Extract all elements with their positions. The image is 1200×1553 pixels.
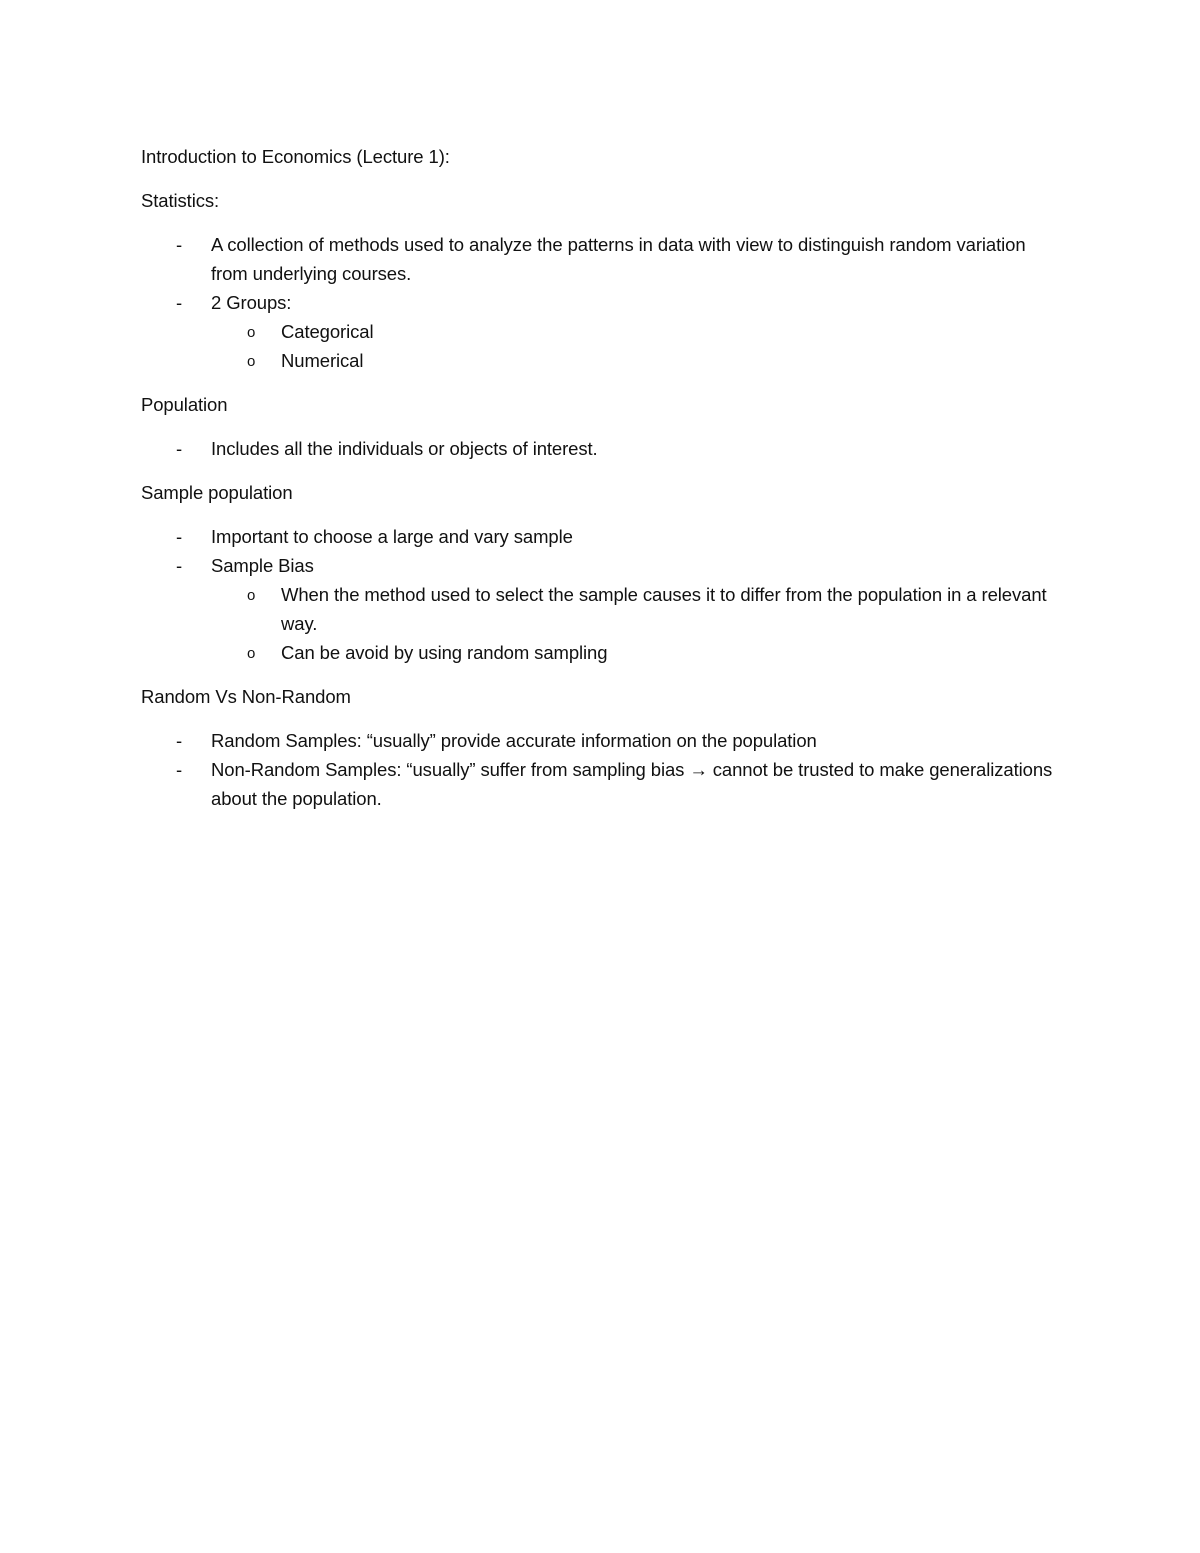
sample-bias-sublist	[211, 580, 1061, 667]
sublist-item	[210, 346, 1061, 375]
random-vs-non-random-list	[141, 726, 1061, 813]
dash-bullet: -	[176, 759, 183, 780]
sublist-item-text: Categorical	[281, 321, 374, 342]
list-item	[141, 230, 1061, 288]
list-item	[141, 434, 1061, 463]
circle-bullet: o	[247, 324, 256, 341]
dash-bullet: -	[176, 526, 183, 547]
dash-bullet: -	[176, 438, 183, 459]
list-item	[141, 551, 1061, 667]
document-body	[141, 142, 1061, 828]
circle-bullet: o	[247, 587, 256, 604]
list-item-text: A collection of methods used to analyze the patterns in data with view to distinguish random variation from underlying courses.	[211, 234, 1026, 284]
dash-bullet: -	[176, 555, 183, 576]
statistics-list	[141, 230, 1061, 375]
section-heading-sample-population: Sample population	[141, 482, 293, 503]
list-item-text: Sample Bias	[211, 555, 314, 576]
circle-bullet: o	[247, 353, 256, 370]
sublist-item	[210, 317, 1061, 346]
sublist-item-text: Numerical	[281, 350, 364, 371]
list-item	[141, 522, 1061, 551]
statistics-sublist	[211, 317, 1061, 375]
list-item-text: Important to choose a large and vary sample	[211, 526, 573, 547]
document-title: Introduction to Economics (Lecture 1):	[141, 146, 450, 167]
list-item	[141, 755, 1061, 813]
sublist-item	[210, 580, 1061, 638]
dash-bullet: -	[176, 730, 183, 751]
section-heading-statistics: Statistics:	[141, 190, 220, 211]
section-heading-random-vs-non-random: Random Vs Non-Random	[141, 686, 351, 707]
list-item-text: Non-Random Samples: “usually” suffer from sampling bias → cannot be trusted to make generalizations about the population.	[211, 759, 1053, 809]
population-list	[141, 434, 1061, 463]
sublist-item	[210, 638, 1061, 667]
list-item-text: Includes all the individuals or objects of interest.	[211, 438, 598, 459]
list-item	[141, 726, 1061, 755]
dash-bullet: -	[176, 292, 183, 313]
list-item	[141, 288, 1061, 375]
list-item-text: Random Samples: “usually” provide accurate information on the population	[211, 730, 817, 751]
section-heading-population: Population	[141, 394, 228, 415]
sample-population-list	[141, 522, 1061, 667]
list-item-text: 2 Groups:	[211, 292, 292, 313]
sublist-item-text: Can be avoid by using random sampling	[281, 642, 608, 663]
sublist-item-text: When the method used to select the sample causes it to differ from the population in a relevant way.	[281, 584, 1047, 634]
dash-bullet: -	[176, 234, 183, 255]
circle-bullet: o	[247, 645, 256, 662]
